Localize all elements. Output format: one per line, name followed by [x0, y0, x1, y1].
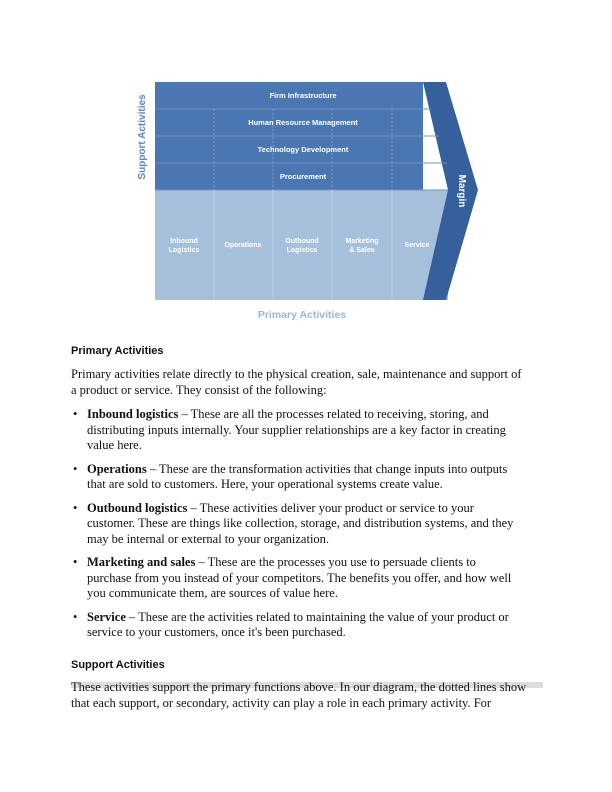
list-item-text: that are sold to customers. Here, your operational systems create value.: [87, 477, 443, 491]
list-item-term: Inbound logistics: [87, 407, 179, 421]
support-line-1: These activities support the primary functions above. In our diagram, the dotted lines show: [71, 680, 527, 694]
list-item: [71, 407, 541, 454]
list-item-term: Service: [87, 609, 126, 624]
list-item-term: Marketing and sales: [87, 555, 196, 569]
value-chain-diagram: [0, 0, 612, 330]
support-row-hr-management: Human Resource Management: [248, 118, 358, 127]
list-item-text: you communicate them, are sources of value here.: [87, 586, 338, 600]
primary-col-inbound-line1: Inbound: [170, 238, 198, 245]
list-item: [71, 555, 541, 602]
support-activities-label: Support Activities: [137, 94, 148, 180]
list-item: [71, 462, 541, 493]
support-activities-text: [71, 680, 543, 711]
list-item-text: distributing inputs internally. Your supplier relationships are a key factor in creating: [87, 422, 506, 437]
support-row-technology-development: Technology Development: [257, 145, 349, 154]
list-item-text: purchase from you instead of your competitors. The benefits you offer, and how well: [87, 570, 512, 585]
support-activities-heading: Support Activities: [71, 659, 165, 671]
intro-line-1: Primary activities relate directly to the physical creation, sale, maintenance and support of: [71, 367, 522, 381]
list-item-term: Outbound logistics: [87, 500, 188, 515]
primary-activities-intro: [71, 367, 543, 398]
list-item-text: – These are the activities related to maintaining the value of your product or: [125, 609, 509, 624]
list-item-text: – These activities deliver your product or service to your: [187, 500, 474, 515]
bullet-icon: •: [73, 407, 78, 421]
primary-col-service: Service: [404, 242, 430, 249]
primary-col-inbound-line2: Logistics: [168, 247, 200, 254]
list-item-text: may be internal or external to your organization.: [87, 531, 330, 546]
list-item-term: Operations: [87, 461, 147, 476]
list-item-text: – These are the processes you use to persuade clients to: [195, 555, 476, 569]
support-row-procurement: Procurement: [279, 172, 327, 181]
list-item-text: value here.: [87, 438, 142, 452]
primary-col-marketing-line2: & Sales: [349, 247, 375, 254]
support-line-2: that each support, or secondary, activity can play a role in each primary activity. For: [71, 695, 492, 710]
intro-line-2: a product or service. They consist of the following:: [71, 382, 327, 397]
bullet-icon: •: [73, 461, 78, 476]
primary-col-outbound-line2: Logistics: [286, 247, 318, 254]
margin-label: Margin: [456, 174, 467, 208]
list-item-text: – These are all the processes related to receiving, storing, and: [178, 407, 489, 421]
support-row-firm-infrastructure: Firm Infrastructure: [269, 91, 337, 100]
primary-activities-label: Primary Activities: [257, 309, 347, 321]
primary-col-operations: Operations: [224, 242, 262, 249]
list-item: [71, 501, 541, 548]
primary-col-marketing-line1: Marketing: [345, 238, 379, 245]
primary-activities-heading: Primary Activities: [71, 345, 164, 357]
list-item: [71, 610, 541, 641]
primary-activities-list: [71, 407, 541, 649]
primary-col-outbound-line1: Outbound: [285, 238, 319, 245]
bullet-icon: •: [73, 609, 78, 624]
list-item-text: customer. These are things like collection, storage, and distribution systems, and they: [87, 516, 514, 530]
bullet-icon: •: [73, 500, 78, 515]
list-item-text: – These are the transformation activities that change inputs into outputs: [146, 461, 508, 476]
list-item-text: service to your customers, once it's been purchased.: [87, 625, 346, 639]
bullet-icon: •: [73, 555, 78, 569]
